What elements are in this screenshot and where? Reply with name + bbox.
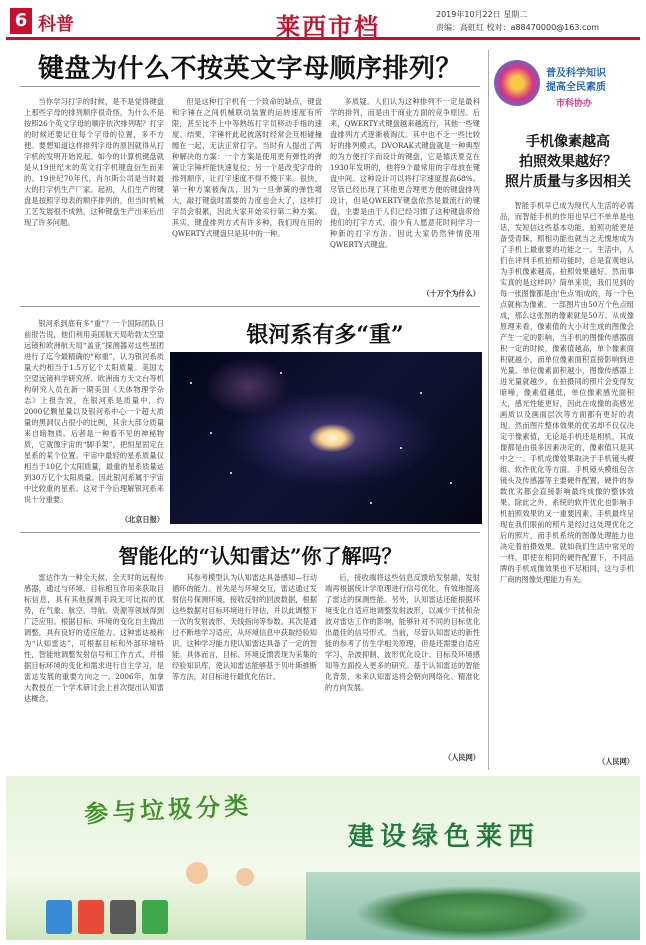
keyboard-article-col2: 但是这种打字机有一个致命的缺点，键盘和字锤在之间机械联动装置的运转速度有所限，甚至比不上中等熟练打字员移动手指的速度。结果，字锤杆此起彼落时经常会互相碰撞缠在一起，无法正常打字。当时有人提出了两种解决的方案：一个方案是使用更有弹性的弹簧让字锤杆能快速复位；另一个是改变字母的排列顺序，让打字速度不得不慢下来。很快，第一种方案被淘汰，因为一旦弹簧的弹性增大，敲打键盘时需要的力度也会大了，这样打字员会很累，因此大家开始实行第二种方案。其实，键盘排列方式有许多种，我们现在用的QWERTY式键盘只是其中的一种。 — [172, 97, 322, 238]
keyboard-article-col1: 当你学习打字的时候，是不是觉得键盘上那些字母的排列顺序很奇怪，为什么不是按照26个英文字母的顺序依次排列呢？打字的时候还要记住每个字母的位置，多不方便。要想知道这样排列字母的原因就得从打字机的发明开始说起。如今的计算机键盘就是从19世纪末的英文打字机键盘衍生而来的。19世纪70年代，肖尔斯公司是当时最大的打字机生产厂家。起初，人们生产的键盘是按照字母表的顺序排列的，但当时机械工艺发展很不成熟，这种键盘生产出来后出现了许多问题。 — [24, 97, 164, 227]
phone-pixel-article-byline: （人民网） — [598, 757, 634, 766]
page-header — [6, 4, 640, 40]
issue-date: 2019年10月22日 星期二 — [436, 10, 528, 19]
radar-article-col3: 后，接收端将这些信息反馈给发射端，发射端再根据统计学原理进行信号优化，有效地提高了雷达的探测性能。另外，认知雷达还能根据环境变化自适应地调整发射波形，以减少干扰和杂波对雷达工作的影响，能够针对不同的目标优化出最佳的信号形式。当前，尽管认知雷达的新性能的参考了仿生学相关原理，但是还需要自适应学习、杂波抑制、波形优化设计、目标及环境感知等方面投入更多的研究。基于认知雷达的智能化背景，未来认知雷达将会朝向网络化、精准化的方向发展。 — [325, 573, 480, 692]
divider — [20, 86, 480, 87]
radar-article-title: 智能化的“认知雷达”你了解吗？ — [118, 544, 402, 568]
issue-info — [436, 8, 636, 34]
banner-slogan-2: 建设绿色莱西 — [348, 822, 541, 852]
column-divider — [488, 50, 489, 770]
galaxy-article-title: 银河系有多“重” — [246, 322, 404, 348]
science-association-logo — [490, 56, 640, 116]
garbage-sorting-banner — [6, 776, 640, 940]
science-emblem-icon — [494, 60, 540, 106]
park-island-image — [306, 872, 640, 940]
logo-slogan-1: 普及科学知识 — [546, 68, 606, 79]
page-number: 6 — [10, 8, 32, 34]
hazardous-bin-icon — [78, 900, 104, 934]
recycle-bin-icon — [46, 900, 72, 934]
person-figure-icon — [236, 868, 254, 886]
phone-pixel-article-title: 手机像素越高 拍照效果越好？ 照片质量与多因相关 — [505, 134, 631, 190]
banner-slogan-1: 参与垃圾分类 — [83, 791, 253, 829]
keyboard-article-title: 键盘为什么不按英文字母顺序排列？ — [37, 54, 462, 84]
divider — [20, 306, 480, 307]
divider — [20, 532, 480, 533]
person-figure-icon — [186, 862, 208, 884]
kitchen-bin-icon — [142, 900, 168, 934]
galaxy-image — [170, 352, 482, 524]
keyboard-article-byline: （十万个为什么） — [422, 289, 480, 298]
newspaper-masthead: 莱西市档 — [276, 12, 380, 41]
galaxy-article-byline: （北京日报） — [120, 515, 164, 524]
radar-article-col2: 其参考模型认为认知雷达具备感知—行动循环的能力。首先是与环境交互，雷达通过发射信号探测环境，接收反射的回波数据，根据这些数据对目标环境进行评估，并以此调整下一次的发射波形、天线指向等参数。其次是通过不断地学习适应，从环境信息中获取经验知识。这种学习能力使认知雷达具备了一定的智能。具体而言，目标、环境反馈表现为采集的经验知识库，使认知雷达能够基于贝叶斯推断等方法，对目标进行最优化估计。 — [172, 573, 317, 681]
other-bin-icon — [110, 900, 136, 934]
logo-organizer: 市科协办 — [556, 99, 593, 109]
logo-slogan-2: 提高全民素质 — [546, 82, 606, 93]
radar-article-col1: 雷达作为一种全天候、全天时的远程传感器，通过与环境、目标相互作用来获取目标信息，具有其他探测手段无可比拟的优势，在气象、航空、导航、资源等领域得到广泛应用。根据目标、环境的变化自主做出调整，具有良好的适应能力。这种雷达被称为“认知雷达”，可根据目标和外部环境特性，智能地调整发射信号和工作方式，并根据目标环境的变化和需求进行自主学习，是雷达发展的重要方向之一。2006年，加拿大教授在一个学术研讨会上首次提出认知雷达概念。 — [24, 573, 164, 703]
phone-pixel-article-body: 智能手机早已成为现代人生活的必需品，而智能手机的作用也早已不单单是电话，发短信这些基本功能，拍照功能更是备受青睐，照相功能也就当之无愧地成为了手机上最重要的功能之一。生活中，人们在评判手机拍照功能时，总是直观地认为手机像素越高，拍照效果越好。然而事实真的是这样吗？简单来说，我们见到的每一张图像都是由'色点'组成的，每一个色点就称为像素。一部图片由50万个色点组成，那么这张图的像素就是50万。从成像原理来看，像素值的大小对生成的图像会产生一定的影响，当手机的图像传感器面积一定的时候，像素值越高，单个像素面积就越小，而单位像素面积直接影响到进光量。单位像素面积越小，图像传感器上进光量就越少，在拍摄同的照片会变得发暗噪，像素值越低，单位像素感光面积大，感光性能更好，因此在成像的高感光画质以及画面层次等方面都有更好的表现。然而图片整体效果的优劣却不仅仅决定于像素值，无论是手机还是相机，其成像都是由很多因素决定的，像素值只是其中之一。手机成像效果取决于手机镜头模组、软件优化等方面。手机镜头模组包含镜头及传感器等主要硬件配置，硬件的参数优劣都会直接影响最终成像的整体效果。除此之外，系统的软件优化也影响手机拍照效果的又一重要因素。手机最终呈现在我们眼前的照片是经过这处理优化之后的照片，而手机系统的图像处理能力也决定着拍摄效果。就如我们生活中常见的一样，即使在相同的硬件配置下，不同品牌的手机成像效果也不尽相同，这与手机厂商的图像处理能力有关。 — [500, 201, 634, 584]
section-title: 科普 — [38, 14, 74, 35]
keyboard-article-col3: 多质疑。人们认为这种排列不一定是最科学的排列，而是由于商业方面的竞争原因。后来，QWERTY式键盘越来越流行，其他一些键盘排列方式逐渐被淘汰。其中也不乏一些比较好的排列模式，DVORAK式键盘就是一种典型的为方便打字而设计的键盘，它是德沃夏克在1930年发明的，他将9个最常用的字母放在键盘中间。这种设计可以将打字速度提高68%。尽管已经出现了其他更合理更方便的键盘排列设计，但是QWERTY键盘依然是最流行的键盘，主要是由于人们已经习惯了这种键盘带给他们的打字方式，很少有人愿意花时间学习一种新的打字方法。因此大家仍然钟情使用QWERTY式键盘。 — [330, 97, 480, 249]
radar-article-byline: （人民网） — [444, 753, 480, 762]
galaxy-article-body: 银河系到底有多“重”？一个国际团队日前报告说，他们利用美国航天局哈勃太空望远镜和欧洲航天局“盖亚”探测器对这些星团进行了迄今最精确的“称重”，认为银河系质量大约相当于1.5万亿个太阳质量。美国太空望远镜科学研究所、欧洲南方天文台等机构研究人员在新一期美国《天体物理学杂志》上报告说，在银河系是质量中，约2000亿颗星量以及银河系中心一个超大质量的黑洞仅占很小的比例，其余大部分质量来自暗物质。后者是一种看不见的神秘物质，它就像宇宙的“脚手架”，把恒星固定在星系的某个位置。宇宙中最轻的星系质量仅相当于10亿个太阳质量，最重的星系质量达到30万亿个太阳质量。因此银河系属于宇宙中比较重的星系。这对于今后理解银河系来说十分重要。 — [24, 319, 164, 504]
editor-line: 责编：高虹红 校对：a88470000@163.com — [436, 23, 600, 32]
